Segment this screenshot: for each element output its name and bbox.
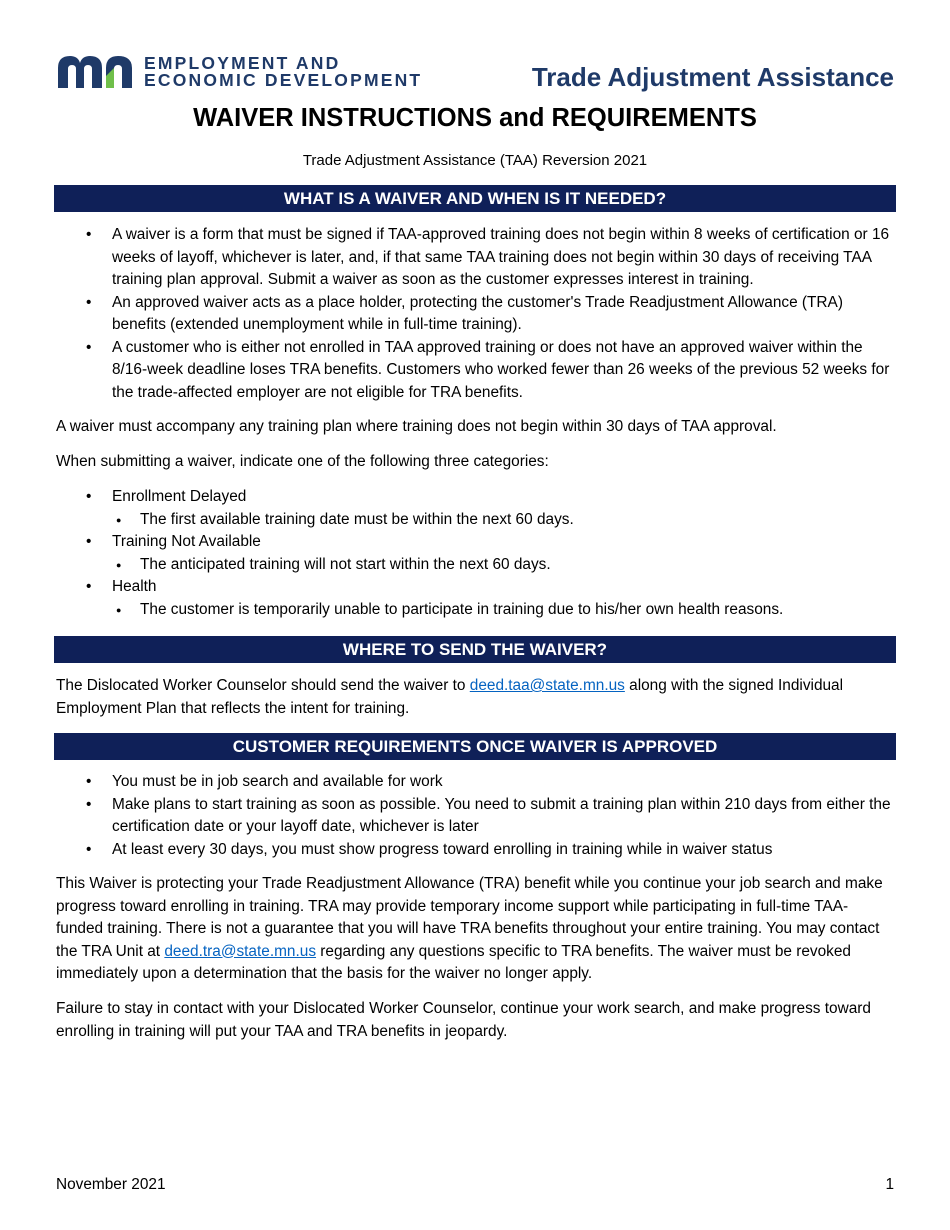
category-name: Enrollment Delayed bbox=[112, 488, 247, 505]
list-item: • An approved waiver acts as a place holder, protecting the customer's Trade Readjustment Allowance (TRA) benefits (extended unemployment while in full-time training). bbox=[56, 292, 894, 337]
waiver-accompany-paragraph bbox=[56, 416, 894, 439]
section-heading-where-to-send: WHERE TO SEND THE WAIVER? bbox=[54, 636, 896, 663]
category-name: Health bbox=[112, 578, 157, 595]
category-name: Training Not Available bbox=[112, 533, 261, 550]
page-number: 1 bbox=[885, 1176, 894, 1193]
tra-protection-paragraph bbox=[56, 873, 894, 986]
list-item: • At least every 30 days, you must show progress toward enrolling in training while in waiver status bbox=[56, 839, 894, 862]
category-item bbox=[56, 576, 894, 621]
deed-logo bbox=[56, 54, 422, 90]
page-subtitle: Trade Adjustment Assistance (TAA) Reversion 2021 bbox=[302, 152, 648, 169]
program-title: Trade Adjustment Assistance bbox=[531, 62, 894, 92]
footer-date: November 2021 bbox=[56, 1176, 166, 1193]
waiver-categories-list bbox=[56, 486, 894, 621]
failure-warning-paragraph bbox=[56, 998, 894, 1043]
org-name-line-1: EMPLOYMENT AND bbox=[144, 53, 341, 73]
taa-email-link[interactable]: deed.taa@state.mn.us bbox=[469, 677, 625, 694]
section-heading-what-is-waiver: WHAT IS A WAIVER AND WHEN IS IT NEEDED? bbox=[54, 185, 896, 212]
text-span: regarding any questions specific to TRA benefits. The waiver must be revoked immediately upon a determination that the basis for the waiver no longer apply. bbox=[56, 942, 851, 982]
org-name-line-2: ECONOMIC DEVELOPMENT bbox=[144, 70, 423, 90]
category-item bbox=[56, 486, 894, 531]
category-item bbox=[56, 531, 894, 576]
where-to-send-paragraph bbox=[56, 675, 894, 720]
category-detail: ● The customer is temporarily unable to participate in training due to his/her own health reasons. bbox=[112, 599, 894, 622]
list-item: • Make plans to start training as soon as possible. You need to submit a training plan within 210 days from either the certification date or your layoff date, whichever is later bbox=[56, 794, 894, 839]
section-heading-customer-requirements: CUSTOMER REQUIREMENTS ONCE WAIVER IS APPROVED bbox=[54, 733, 896, 760]
mn-state-logo-icon bbox=[56, 54, 134, 90]
categories-intro-paragraph bbox=[56, 451, 894, 474]
text-span: The Dislocated Worker Counselor should send the waiver to bbox=[56, 677, 470, 694]
category-detail: ● The anticipated training will not start within the next 60 days. bbox=[112, 554, 894, 577]
page-title: WAIVER INSTRUCTIONS and REQUIREMENTS bbox=[193, 104, 757, 132]
customer-requirements-list bbox=[56, 771, 894, 861]
paragraph: A waiver must accompany any training plan where training does not begin within 30 days of TAA approval. bbox=[56, 418, 777, 435]
list-item: • A customer who is either not enrolled in TAA approved training or does not have an approved waiver within the 8/16-week deadline loses TRA benefits. Customers who worked fewer than 26 weeks of the previous 52 weeks for the trade-affected employer are not eligible for TRA benefits. bbox=[56, 337, 894, 405]
tra-email-link[interactable]: deed.tra@state.mn.us bbox=[164, 942, 317, 960]
paragraph: Failure to stay in contact with your Dislocated Worker Counselor, continue your work search, and make progress toward enrolling in training will put your TAA and TRA benefits in jeopardy. bbox=[56, 1000, 871, 1040]
category-detail: ● The first available training date must be within the next 60 days. bbox=[112, 509, 894, 532]
text-span: along with the signed Individual Employment Plan that reflects the intent for training. bbox=[56, 677, 844, 717]
list-item: • A waiver is a form that must be signed if TAA-approved training does not begin within 8 weeks of certification or 16 weeks of layoff, whichever is later, and, if that same TAA training does not begin within 30 days of receiving TAA training plan approval. Submit a waiver as soon as the customer expresses interest in training. bbox=[56, 224, 894, 292]
text-span: This Waiver is protecting your Trade Readjustment Allowance (TRA) benefit while you continue your job search and make progress toward enrolling in training. TRA may provide temporary income support while participating in full-time TAA-funded training. There is not a guarantee that you will have TRA benefits throughout your entire training. You may contact the TRA Unit at bbox=[56, 875, 883, 960]
paragraph: When submitting a waiver, indicate one of the following three categories: bbox=[56, 453, 549, 470]
list-item: • You must be in job search and available for work bbox=[56, 771, 894, 794]
waiver-definition-list bbox=[56, 224, 894, 404]
